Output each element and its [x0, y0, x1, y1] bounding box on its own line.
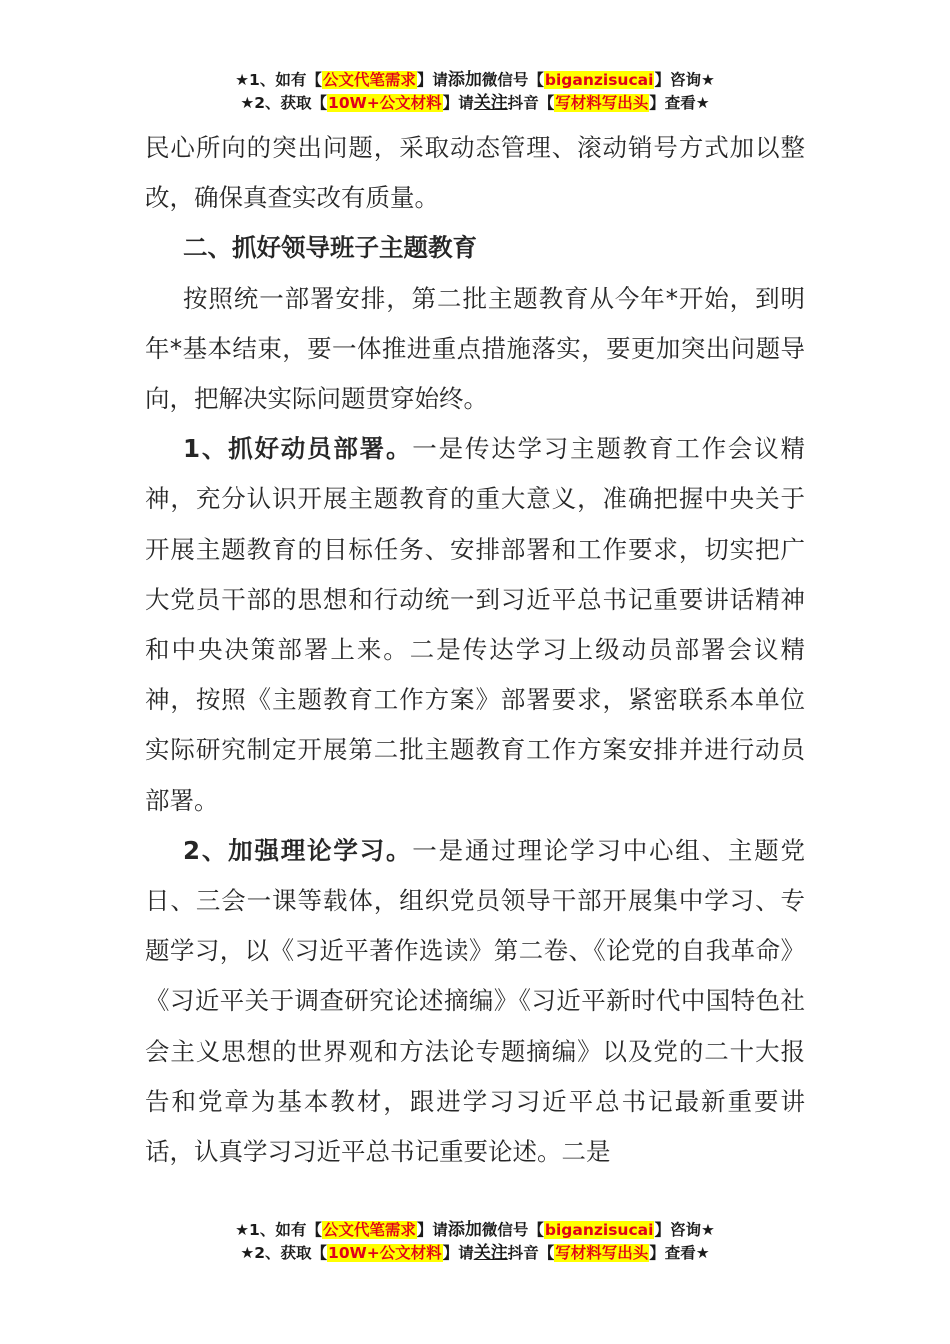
- promo-highlight: 10W+公文材料: [328, 1244, 442, 1262]
- promo-emphasis: 添加: [447, 1220, 482, 1240]
- promo-line-1: [0, 1219, 950, 1242]
- promo-text: 抖音【: [507, 1244, 555, 1262]
- promo-text: 】咨询★: [654, 71, 715, 89]
- footer-promo-banner: [0, 1219, 950, 1265]
- promo-text: 】请: [442, 1244, 474, 1262]
- promo-line-2: [0, 92, 950, 115]
- section-heading: 二、抓好领导班子主题教育: [183, 233, 477, 263]
- promo-highlight: 公文代笔需求: [322, 1221, 416, 1239]
- document-body: [145, 123, 805, 1177]
- paragraph-item-2: [145, 826, 805, 1177]
- promo-highlight-wechat-id: biganzisucai: [544, 71, 654, 89]
- item-title: 1、抓好动员部署。: [183, 434, 413, 464]
- promo-text: ★2、获取【: [240, 1244, 328, 1262]
- header-promo-banner: [0, 69, 950, 115]
- promo-text: 】查看★: [649, 1244, 710, 1262]
- item-text: 一是传达学习主题教育工作会议精神，充分认识开展主题教育的重大意义，准确把握中央关于开展主题教育的目标任务、安排部署和工作要求，切实把广大党员干部的思想和行动统一到习近平总书记重要讲话精神和中央决策部署上来。二是传达学习上级动员部署会议精神，按照《主题教育工作方案》部署要求，紧密联系本单位实际研究制定开展第二批主题教育工作方案安排并进行动员部署。: [145, 434, 806, 815]
- promo-highlight-douyin-id: 写材料写出头: [555, 94, 649, 112]
- promo-text: ★1、如有【: [235, 71, 322, 89]
- item-text: 一是通过理论学习中心组、主题党日、三会一课等载体，组织党员领导干部开展集中学习、专题学习，以《习近平著作选读》第二卷、《论党的自我革命》《习近平关于调查研究论述摘编》《习近平新时代中国特色社会主义思想的世界观和方法论专题摘编》以及党的二十大报告和党章为基本教材，跟进学习习近平总书记最新重要讲话，认真学习习近平总书记重要论述。二是: [145, 835, 806, 1167]
- promo-emphasis: 关注: [473, 1243, 508, 1263]
- promo-highlight-wechat-id: biganzisucai: [544, 1221, 654, 1239]
- paragraph-continued: 民心所向的突出问题，采取动态管理、滚动销号方式加以整改，确保真查实改有质量。: [145, 133, 805, 213]
- promo-text: 抖音【: [507, 94, 555, 112]
- promo-text: ★2、获取【: [240, 94, 328, 112]
- promo-text: 】咨询★: [654, 1221, 715, 1239]
- promo-text: 微信号【: [481, 1221, 544, 1239]
- promo-text: ★1、如有【: [235, 1221, 322, 1239]
- promo-highlight: 10W+公文材料: [328, 94, 442, 112]
- promo-text: 】查看★: [649, 94, 710, 112]
- paragraph-item-1: [145, 424, 805, 826]
- promo-text: 微信号【: [481, 71, 544, 89]
- promo-highlight-douyin-id: 写材料写出头: [555, 1244, 649, 1262]
- item-title: 2、加强理论学习。: [183, 835, 413, 865]
- promo-line-1: [0, 69, 950, 92]
- promo-emphasis: 添加: [447, 70, 482, 90]
- promo-text: 】请: [416, 71, 448, 89]
- promo-emphasis: 关注: [473, 93, 508, 113]
- promo-line-2: [0, 1242, 950, 1265]
- promo-text: 】请: [416, 1221, 448, 1239]
- paragraph-intro: 按照统一部署安排，第二批主题教育从今年*开始，到明年*基本结束，要一体推进重点措施落实，要更加突出问题导向，把解决实际问题贯穿始终。: [145, 283, 805, 414]
- promo-highlight: 公文代笔需求: [322, 71, 416, 89]
- promo-text: 】请: [442, 94, 474, 112]
